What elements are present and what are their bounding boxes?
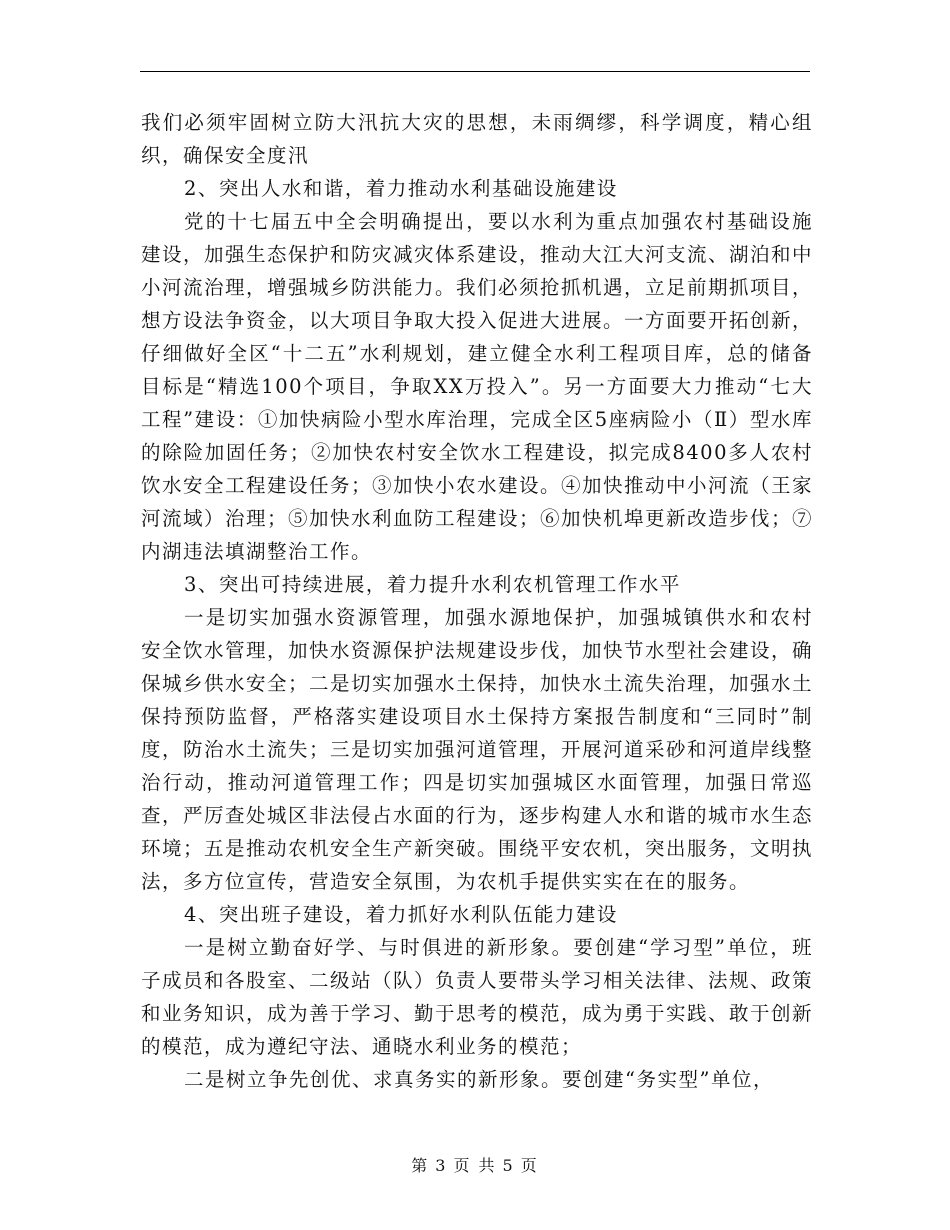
paragraph: 二是树立争先创优、求真务实的新形象。要创建“务实型”单位，	[184, 1068, 774, 1091]
footer-middle: 页 共	[453, 1156, 497, 1175]
document-body	[141, 106, 813, 1096]
section-heading: 4、突出班子建设，着力抓好水利队伍能力建设	[184, 903, 618, 926]
section-heading: 2、突出人水和谐，着力推动水利基础设施建设	[184, 177, 618, 200]
current-page-number: 3	[435, 1156, 448, 1175]
footer-suffix: 页	[520, 1156, 539, 1175]
paragraph: 一是树立勤奋好学、与时俱进的新形象。要创建“学习型”单位，班子成员和各股室、二级站（队）负责人要带头学习相关法律、法规、政策和业务知识，成为善于学习、勤于思考的模范，成为勇于实践、敢于创新的模范，成为遵纪守法、通晓水利业务的模范；	[141, 936, 814, 1058]
paragraph: 党的十七届五中全会明确提出，要以水利为重点加强农村基础设施建设，加强生态保护和防灾减灾体系建设，推动大江大河支流、湖泊和中小河流治理，增强城乡防洪能力。我们必须抢抓机遇，立足前期抓项目，想方设法争资金，以大项目争取大投入促进大进展。一方面要开拓创新，仔细做好全区“十二五”水利规划，建立健全水利工程项目库，总的储备目标是“精选100个项目，争取XX万投入”。另一方面要大力推动“七大工程”建设：①加快病险小型水库治理，完成全区5座病险小（Ⅱ）型水库的除险加固任务；②加快农村安全饮水工程建设，拟完成8400多人农村饮水安全工程建设任务；③加快小农水建设。④加快推动中小河流（王家河流域）治理；⑤加快水利血防工程建设；⑥加快机埠更新改造步伐；⑦内湖违法填湖整治工作。	[141, 210, 814, 563]
total-pages: 5	[502, 1156, 515, 1175]
section-heading: 3、突出可持续进展，着力提升水利农机管理工作水平	[184, 573, 681, 596]
paragraph: 一是切实加强水资源管理，加强水源地保护，加强城镇供水和农村安全饮水管理，加快水资源保护法规建设步伐，加快节水型社会建设，确保城乡供水安全；二是切实加强水土保持，加快水土流失治理，加强水土保持预防监督，严格落实建设项目水土保持方案报告制度和“三同时”制度，防治水土流失；三是切实加强河道管理，开展河道采砂和河道岸线整治行动，推动河道管理工作；四是切实加强城区水面管理，加强日常巡查，严厉查处城区非法侵占水面的行为，逐步构建人水和谐的城市水生态环境；五是推动农机安全生产新突破。围绕平安农机，突出服务，文明执法，多方位宣传，营造安全氛围，为农机手提供实实在在的服务。	[141, 606, 814, 893]
footer-prefix: 第	[411, 1156, 430, 1175]
page-footer	[0, 1153, 950, 1176]
header-rule	[140, 71, 810, 72]
paragraph: 我们必须牢固树立防大汛抗大灾的思想，未雨绸缪，科学调度，精心组织，确保安全度汛	[141, 111, 813, 167]
